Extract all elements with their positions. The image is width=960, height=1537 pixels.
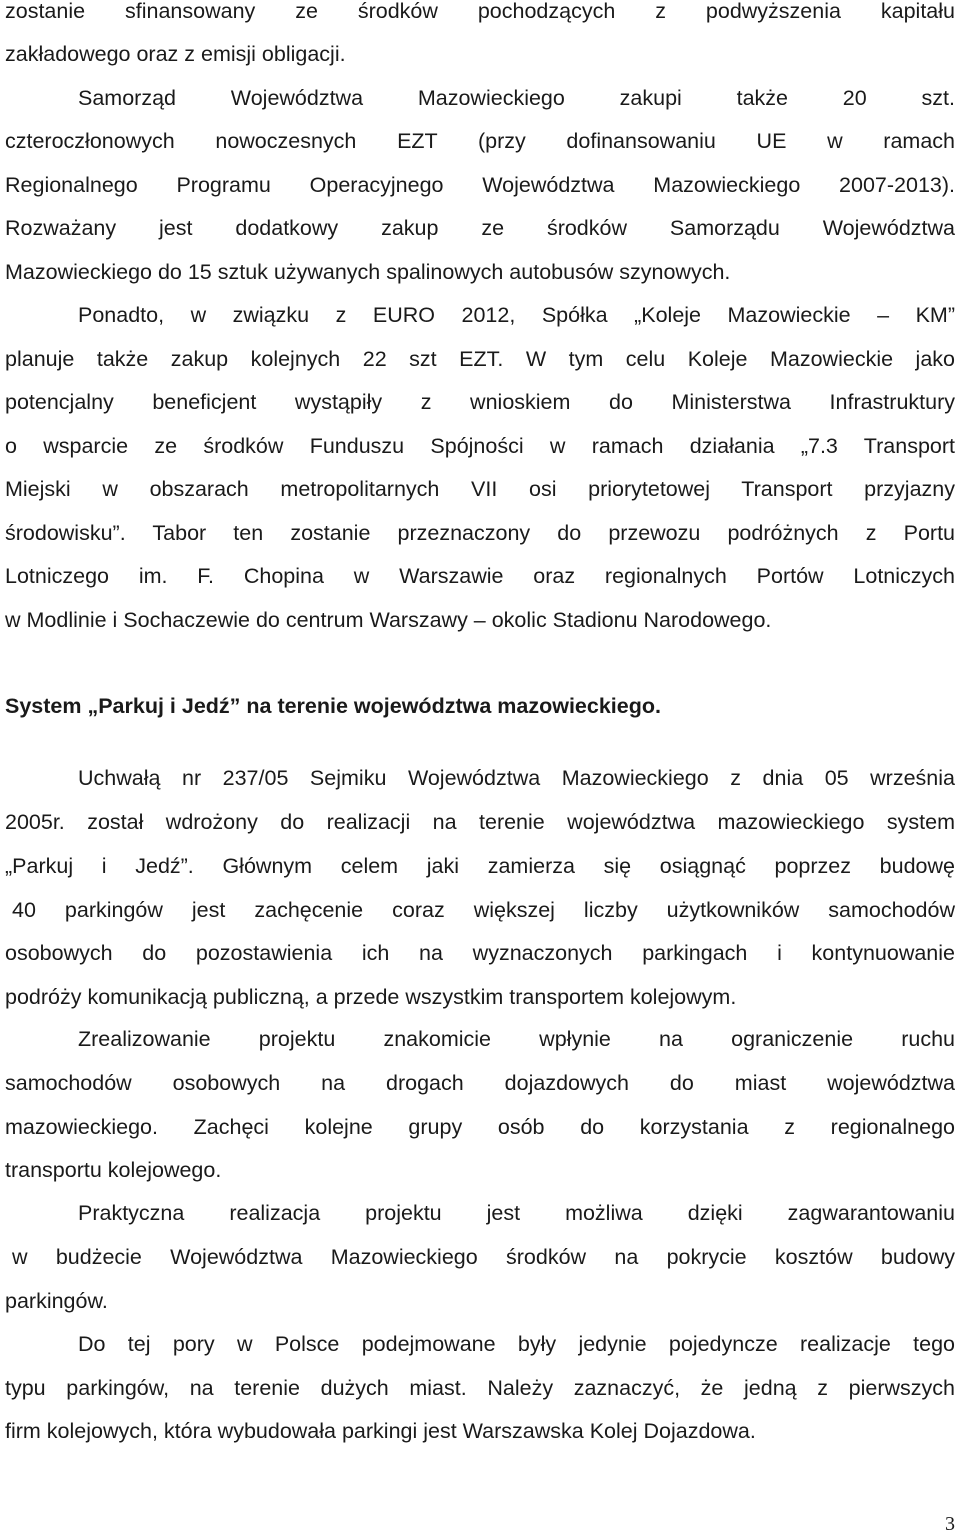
text-line: zakładowego oraz z emisji obligacji.	[5, 42, 346, 66]
text-line: 2005r. został wdrożony do realizacji na terenie województwa mazowieckiego system	[5, 810, 955, 834]
text-line: w budżecie Województwa Mazowieckiego środków na pokrycie kosztów budowy	[12, 1245, 955, 1269]
text-line: planuje także zakup kolejnych 22 szt EZT. W tym celu Koleje Mazowieckie jako	[5, 347, 955, 371]
text-line: „Parkuj i Jedź”. Głównym celem jaki zamierza się osiągnąć poprzez budowę	[5, 854, 955, 878]
text-line: Samorząd Województwa Mazowieckiego zakupi także 20 szt.	[78, 86, 955, 110]
text-line: parkingów.	[5, 1289, 108, 1313]
text-line: firm kolejowych, która wybudowała parkingi jest Warszawska Kolej Dojazdowa.	[5, 1419, 756, 1443]
text-line: mazowieckiego. Zachęci kolejne grupy osób do korzystania z regionalnego	[5, 1115, 955, 1139]
text-line: typu parkingów, na terenie dużych miast. Należy zaznaczyć, że jedną z pierwszych	[5, 1376, 955, 1400]
text-line: samochodów osobowych na drogach dojazdowych do miast województwa	[5, 1071, 955, 1095]
text-line: osobowych do pozostawienia ich na wyznaczonych parkingach i kontynuowanie	[5, 941, 955, 965]
text-line: 40 parkingów jest zachęcenie coraz większej liczby użytkowników samochodów	[12, 898, 955, 922]
text-line: Rozważany jest dodatkowy zakup ze środków Samorządu Województwa	[5, 216, 955, 240]
section-heading: System „Parkuj i Jedź” na terenie województwa mazowieckiego.	[5, 694, 661, 718]
text-line: o wsparcie ze środków Funduszu Spójności w ramach działania „7.3 Transport	[5, 434, 955, 458]
text-line: Uchwałą nr 237/05 Sejmiku Województwa Mazowieckiego z dnia 05 września	[78, 766, 955, 790]
text-line: Praktyczna realizacja projektu jest możliwa dzięki zagwarantowaniu	[78, 1201, 955, 1225]
text-line: potencjalny beneficjent wystąpiły z wnioskiem do Ministerstwa Infrastruktury	[5, 390, 955, 414]
page-number: 3	[945, 1513, 955, 1535]
text-line: czteroczłonowych nowoczesnych EZT (przy dofinansowaniu UE w ramach	[5, 129, 955, 153]
text-line: Lotniczego im. F. Chopina w Warszawie oraz regionalnych Portów Lotniczych	[5, 564, 955, 588]
text-line: Ponadto, w związku z EURO 2012, Spółka „Koleje Mazowieckie – KM”	[78, 303, 955, 327]
text-line: Do tej pory w Polsce podejmowane były jedynie pojedyncze realizacje tego	[78, 1332, 955, 1356]
text-line: transportu kolejowego.	[5, 1158, 222, 1182]
text-line: Zrealizowanie projektu znakomicie wpłynie na ograniczenie ruchu	[78, 1027, 955, 1051]
text-line: Regionalnego Programu Operacyjnego Województwa Mazowieckiego 2007-2013).	[5, 173, 955, 197]
text-line: w Modlinie i Sochaczewie do centrum Warszawy – okolic Stadionu Narodowego.	[5, 608, 772, 632]
text-line: Mazowieckiego do 15 sztuk używanych spalinowych autobusów szynowych.	[5, 260, 731, 284]
text-line: Miejski w obszarach metropolitarnych VII osi priorytetowej Transport przyjazny	[5, 477, 955, 501]
text-line: środowisku”. Tabor ten zostanie przeznaczony do przewozu podróżnych z Portu	[5, 521, 955, 545]
text-line: podróży komunikacją publiczną, a przede wszystkim transportem kolejowym.	[5, 985, 737, 1009]
text-line: zostanie sfinansowany ze środków pochodzących z podwyższenia kapitału	[5, 0, 955, 23]
